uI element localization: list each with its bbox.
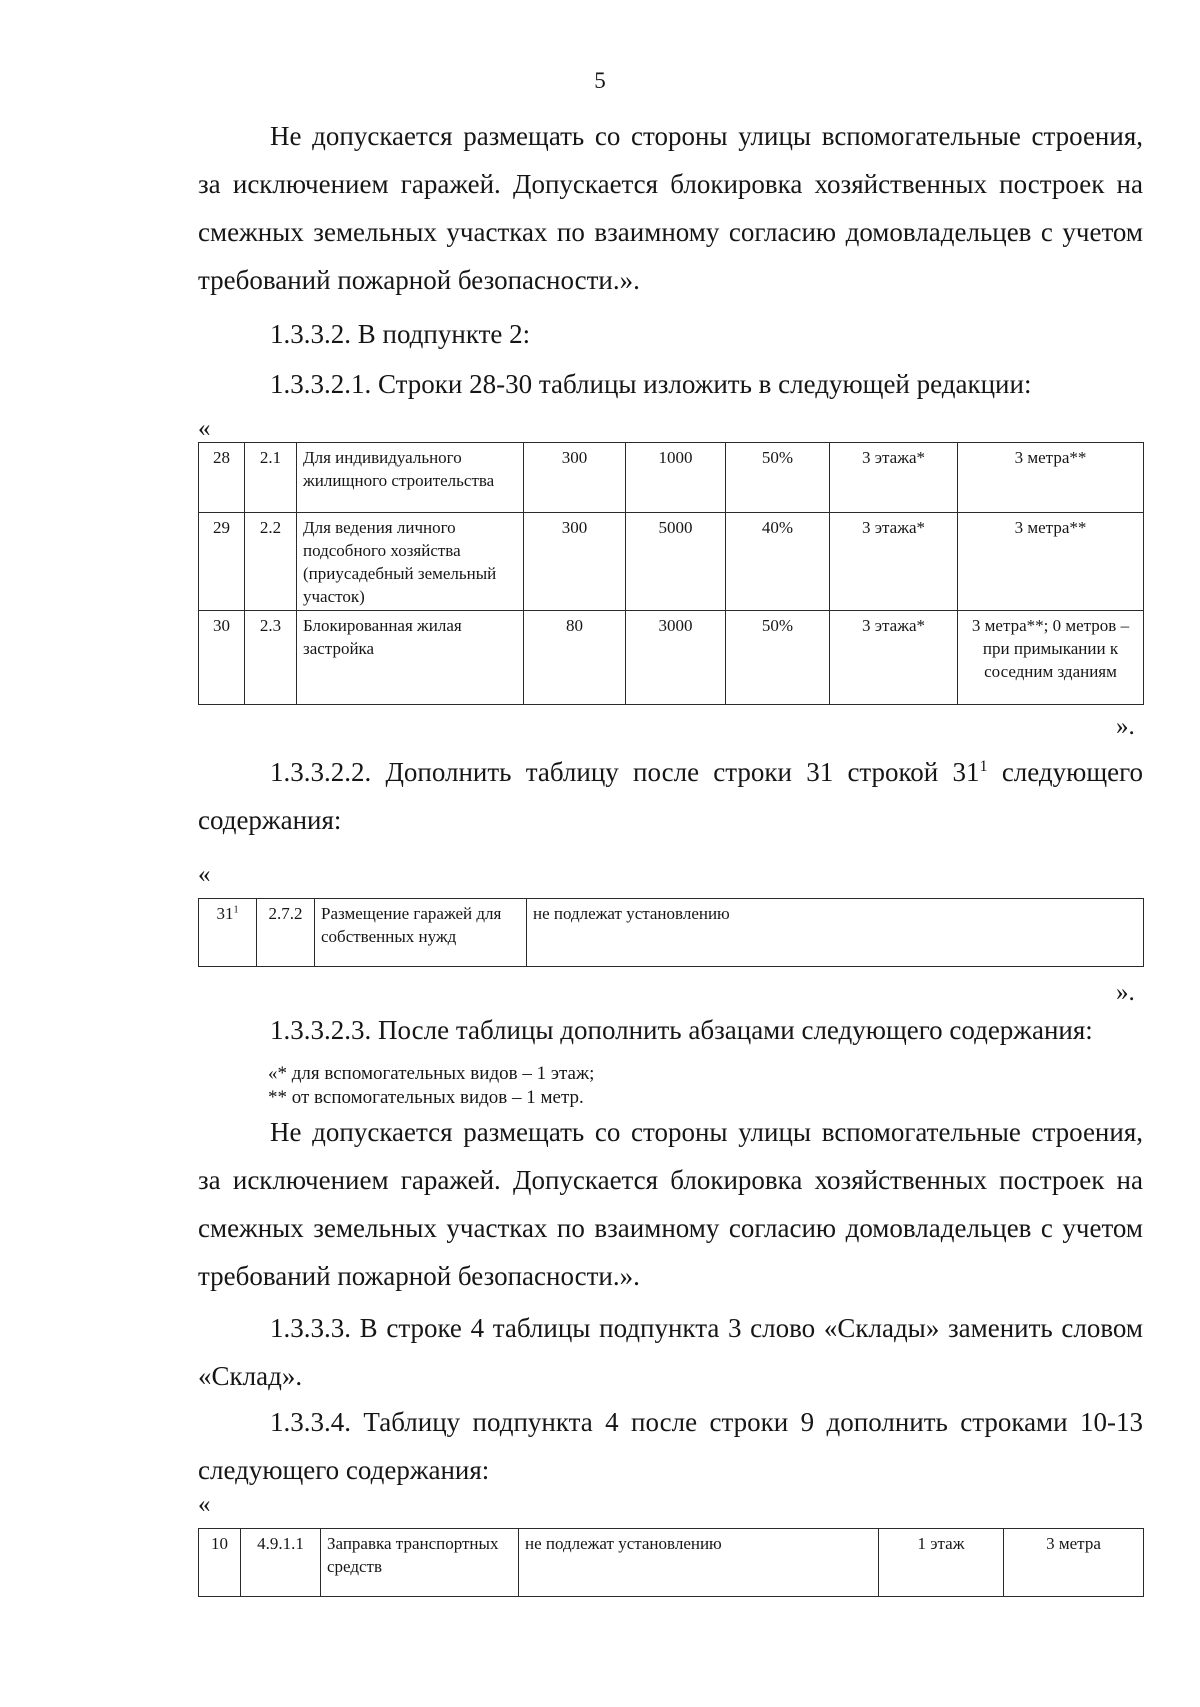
table-rows-28-30 [198,442,1144,705]
table-cell: 3 этажа* [830,513,958,611]
table-row [199,1529,1144,1597]
table-cell: Размещение гаражей для собственных нужд [315,899,527,967]
item-1-3-3-2-1: 1.3.3.2.1. Строки 28-30 таблицы изложить в следующей редакции: [270,369,1032,399]
table-cell: 3 этажа* [830,443,958,513]
table-cell: Заправка транспортных средств [321,1529,519,1597]
table-cell: 1 этаж [879,1529,1004,1597]
table2-close-quote: ». [1116,979,1135,1006]
table-cell: Блокированная жилая застройка [297,611,524,705]
table-cell: 4.9.1.1 [241,1529,321,1597]
footnote-1: «* для вспомогательных видов – 1 этаж; [268,1063,595,1084]
table-cell: 2.1 [245,443,297,513]
table-row [199,611,1144,705]
table-cell: 2.7.2 [257,899,315,967]
table-cell: 2.3 [245,611,297,705]
table1-body [199,443,1144,705]
table-cell: 3 метра [1004,1529,1144,1597]
cell-number-sup: 1 [233,904,239,916]
table-row [199,899,1144,967]
table-cell: 30 [199,611,245,705]
table-row [199,443,1144,513]
table-cell: 50% [726,611,830,705]
table-cell: 1000 [626,443,726,513]
footnote-2: ** от вспомогательных видов – 1 метр. [268,1087,584,1108]
table1-open-quote: « [198,415,211,442]
table1-close-quote: ». [1116,713,1135,740]
table-cell: 29 [199,513,245,611]
table-cell: Для индивидуального жилищного строительства [297,443,524,513]
item-1-3-3-4: 1.3.3.4. Таблицу подпункта 4 после строки 9 дополнить строками 10-13 следующего содержания: [198,1407,1143,1485]
item-1-3-3-2-3: 1.3.3.2.3. После таблицы дополнить абзацами следующего содержания: [270,1015,1093,1045]
table-cell: 3 этажа* [830,611,958,705]
intro-paragraph: Не допускается размещать со стороны улицы вспомогательные строения, за исключением гаражей. Допускается блокировка хозяйственных построек на смежных земельных участках по взаимному согласию домовладельцев с учетом требований пожарной безопасности.». [198,121,1143,295]
table-cell: 40% [726,513,830,611]
table-row [199,513,1144,611]
table3-body [199,1529,1144,1597]
table-cell: 28 [199,443,245,513]
table2-open-quote: « [198,861,211,888]
page-number: 5 [594,68,606,93]
table-cell: 3000 [626,611,726,705]
item-1-3-3-2-2-sup: 1 [979,757,988,775]
table-row-31-1 [198,898,1144,967]
item-1-3-3-2-2-suffix: следующего содержания: [198,757,1143,835]
table-cell: 300 [524,513,626,611]
table-cell: 10 [199,1529,241,1597]
item-1-3-3-3: 1.3.3.3. В строке 4 таблицы подпункта 3 слово «Склады» заменить словом «Склад». [198,1313,1143,1391]
item-1-3-3-2: 1.3.3.2. В подпункте 2: [270,319,531,349]
table-cell: 5000 [626,513,726,611]
table-cell: 50% [726,443,830,513]
table-cell: не подлежат установлению [519,1529,879,1597]
repeat-paragraph: Не допускается размещать со стороны улицы вспомогательные строения, за исключением гаражей. Допускается блокировка хозяйственных построек на смежных земельных участках по взаимному согласию домовладельцев с учетом требований пожарной безопасности.». [198,1117,1143,1291]
table-cell: 80 [524,611,626,705]
table-rows-10-13 [198,1528,1144,1597]
table-cell: 3 метра**; 0 метров – при примыкании к соседним зданиям [958,611,1144,705]
table-cell: 300 [524,443,626,513]
table3-open-quote: « [198,1491,211,1518]
table-cell: 2.2 [245,513,297,611]
table-cell: не подлежат установлению [527,899,1144,967]
cell-number: 31 [216,904,234,923]
table-cell [199,899,257,967]
item-1-3-3-2-2 [198,748,1143,844]
table-cell: 3 метра** [958,443,1144,513]
table-cell: 3 метра** [958,513,1144,611]
item-1-3-3-2-2-prefix: 1.3.3.2.2. Дополнить таблицу после строки 31 строкой 31 [270,757,980,787]
table-cell: Для ведения личного подсобного хозяйства (приусадебный земельный участок) [297,513,524,611]
